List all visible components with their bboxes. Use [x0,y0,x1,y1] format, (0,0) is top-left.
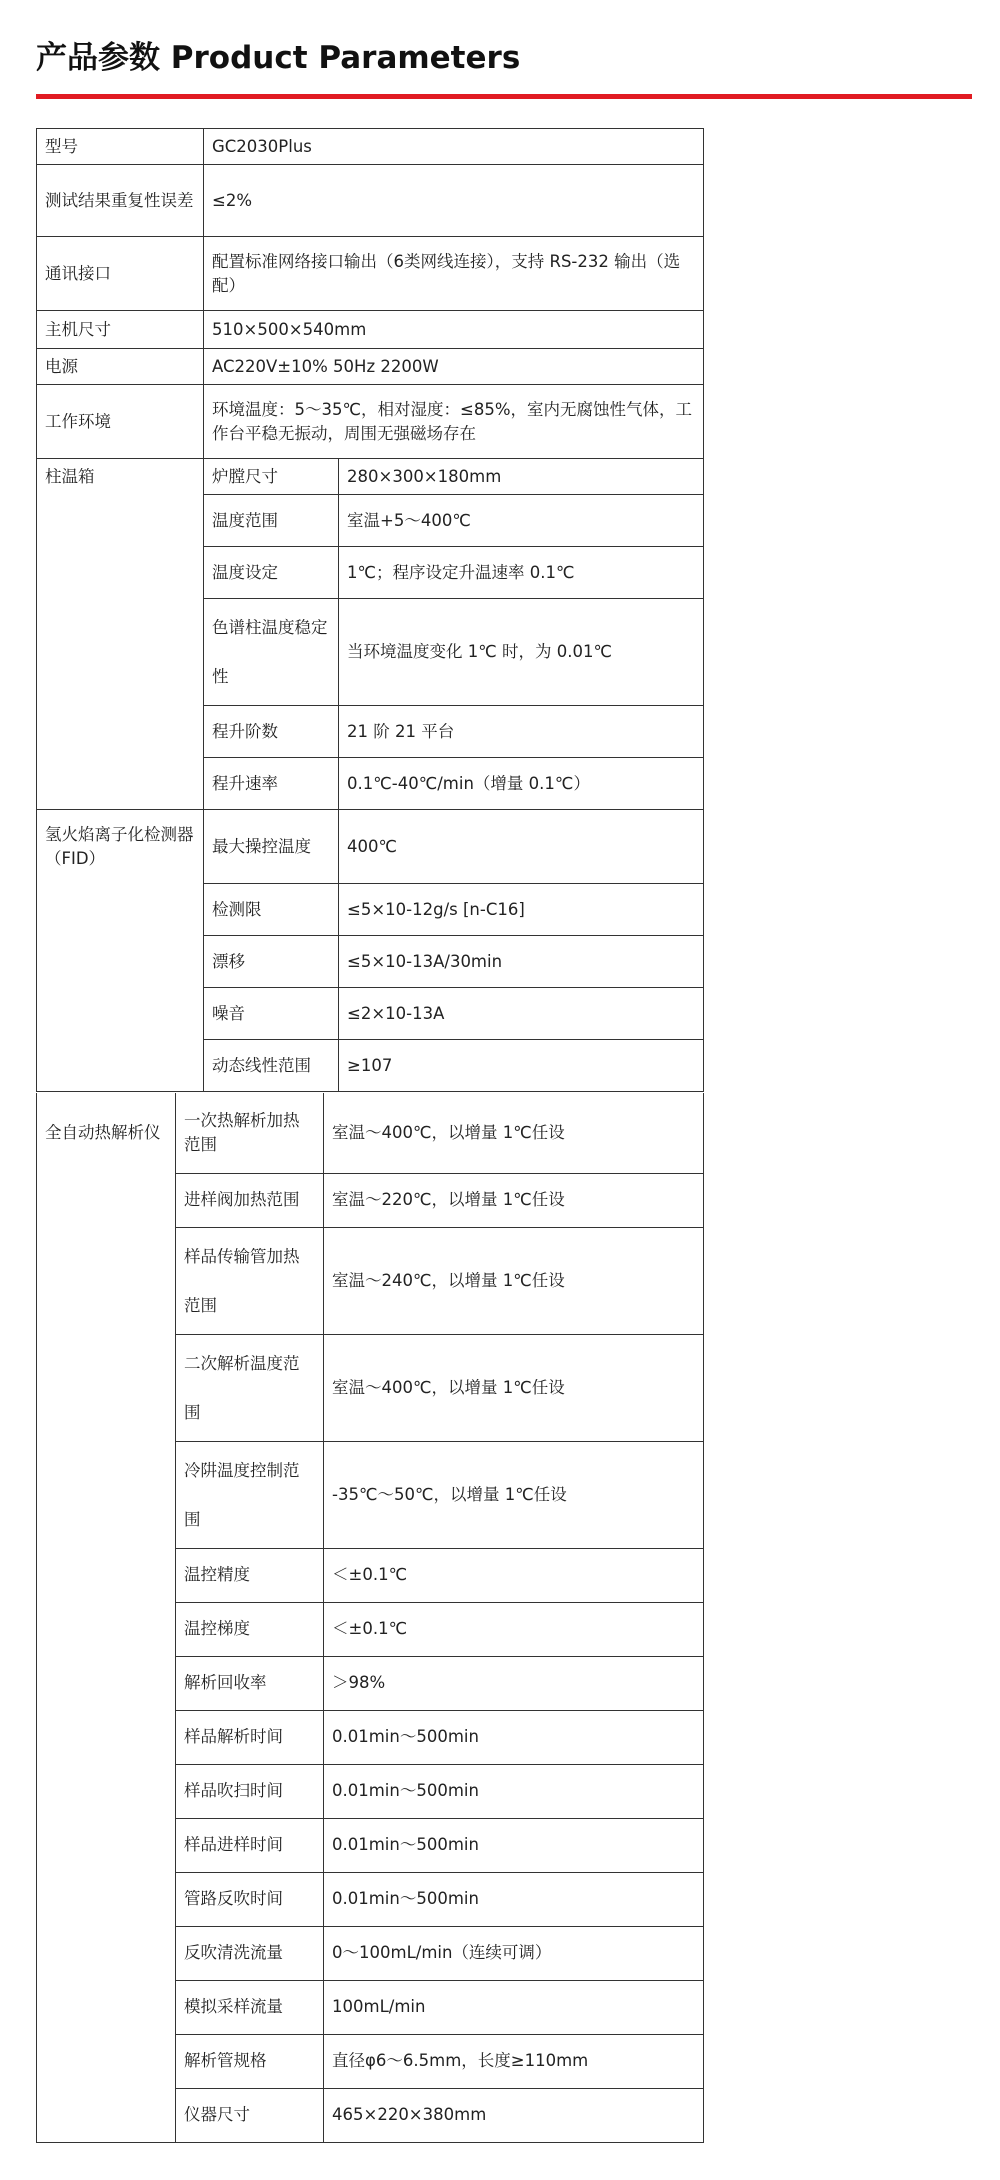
parameters-table [36,128,704,1092]
param-value: GC2030Plus [204,129,704,165]
sub-param-value: 室温～240℃，以增量 1℃任设 [324,1227,704,1334]
param-value: 配置标准网络接口输出（6类网线连接），支持 RS-232 输出（选配） [204,237,704,311]
table-row [37,1926,704,1980]
group-label-spacer [37,884,204,936]
table-row [37,599,704,706]
sub-param-value: 0.01min～500min [324,1818,704,1872]
param-label: 测试结果重复性误差 [37,165,204,237]
sub-param-value: -35℃～50℃，以增量 1℃任设 [324,1441,704,1548]
title-underline [36,94,972,99]
sub-param-value: 室温～220℃，以增量 1℃任设 [324,1173,704,1227]
param-label: 型号 [37,129,204,165]
table-row [37,1093,704,1173]
group-label-spacer [37,1548,176,1602]
sub-param-value: 465×220×380mm [324,2088,704,2142]
sub-param-value: ＜±0.1℃ [324,1548,704,1602]
sub-param-name: 温度设定 [204,547,339,599]
sub-param-name: 温控精度 [176,1548,324,1602]
table-row [37,1980,704,2034]
sub-param-name: 一次热解析加热范围 [176,1093,324,1173]
sub-param-value: 室温+5～400℃ [339,495,704,547]
sub-param-value: ＞98% [324,1656,704,1710]
group-label-spacer [37,495,204,547]
table-row [37,706,704,758]
param-value: ≤2% [204,165,704,237]
table-row [37,988,704,1040]
sub-param-value: ＜±0.1℃ [324,1602,704,1656]
table-row [37,1872,704,1926]
sub-param-name: 进样阀加热范围 [176,1173,324,1227]
sub-param-value: 0.01min～500min [324,1710,704,1764]
param-value: 510×500×540mm [204,311,704,349]
sub-param-name: 管路反吹时间 [176,1872,324,1926]
thermal-desorber-table [36,1093,704,2143]
table-row [37,311,704,349]
table-row [37,1602,704,1656]
group-label-spacer [37,1441,176,1548]
group-label-spacer [37,1710,176,1764]
sub-param-value: 400℃ [339,810,704,884]
sub-param-name: 样品进样时间 [176,1818,324,1872]
group-label-thermal-desorber: 全自动热解析仪 [37,1093,176,1173]
group-label-spacer [37,1173,176,1227]
sub-param-name: 漂移 [204,936,339,988]
group-label-spacer [37,2034,176,2088]
sub-param-name: 模拟采样流量 [176,1980,324,2034]
table-row [37,2088,704,2142]
sub-param-name: 温控梯度 [176,1602,324,1656]
table-row [37,1040,704,1092]
sub-param-name: 噪音 [204,988,339,1040]
table-row [37,129,704,165]
group-label-spacer [37,599,204,706]
table-row [37,1227,704,1334]
group-label-spacer [37,1334,176,1441]
sub-param-name: 样品传输管加热范围 [176,1227,324,1334]
sub-param-name: 样品吹扫时间 [176,1764,324,1818]
table-row [37,936,704,988]
table-row [37,459,704,495]
group-label-spacer [37,936,204,988]
param-label: 通讯接口 [37,237,204,311]
group-label-spacer [37,1602,176,1656]
table-row [37,2034,704,2088]
table-row [37,884,704,936]
sub-param-name: 解析回收率 [176,1656,324,1710]
param-label: 电源 [37,349,204,385]
sub-param-name: 解析管规格 [176,2034,324,2088]
group-label-spacer [37,1227,176,1334]
table-row [37,165,704,237]
sub-param-value: 1℃；程序设定升温速率 0.1℃ [339,547,704,599]
param-label: 工作环境 [37,385,204,459]
table-row [37,1441,704,1548]
sub-param-value: 21 阶 21 平台 [339,706,704,758]
sub-param-value: 0.1℃-40℃/min（增量 0.1℃） [339,758,704,810]
sub-param-name: 程升速率 [204,758,339,810]
sub-param-name: 程升阶数 [204,706,339,758]
sub-param-value: 280×300×180mm [339,459,704,495]
sub-param-value: ≤2×10-13A [339,988,704,1040]
sub-param-name: 色谱柱温度稳定性 [204,599,339,706]
sub-param-value: ≤5×10-13A/30min [339,936,704,988]
group-label-spacer [37,758,204,810]
group-label-spacer [37,1040,204,1092]
param-label: 主机尺寸 [37,311,204,349]
table-row [37,349,704,385]
sub-param-value: 当环境温度变化 1℃ 时，为 0.01℃ [339,599,704,706]
sub-param-value: 0.01min～500min [324,1764,704,1818]
sub-param-value: 0.01min～500min [324,1872,704,1926]
table-row [37,237,704,311]
sub-param-name: 炉膛尺寸 [204,459,339,495]
table-row [37,385,704,459]
table-row [37,1710,704,1764]
table-row [37,547,704,599]
sub-param-value: 0～100mL/min（连续可调） [324,1926,704,1980]
table-row [37,758,704,810]
sub-param-name: 检测限 [204,884,339,936]
table-row [37,1764,704,1818]
param-value: 环境温度：5～35℃，相对湿度：≤85%，室内无腐蚀性气体，工作台平稳无振动，周围无强磁场存在 [204,385,704,459]
group-label-spacer [37,1764,176,1818]
table-row [37,810,704,884]
sub-param-value: 室温～400℃，以增量 1℃任设 [324,1334,704,1441]
table-row [37,1818,704,1872]
sub-param-value: ≥107 [339,1040,704,1092]
table-row [37,1548,704,1602]
group-label-spacer [37,706,204,758]
sub-param-name: 二次解析温度范围 [176,1334,324,1441]
group-label-spacer [37,1980,176,2034]
sub-param-name: 样品解析时间 [176,1710,324,1764]
group-label-spacer [37,2088,176,2142]
group-label-spacer [37,547,204,599]
sub-param-value: 直径φ6～6.5mm，长度≥110mm [324,2034,704,2088]
sub-param-value: 室温～400℃，以增量 1℃任设 [324,1093,704,1173]
group-label-spacer [37,1656,176,1710]
sub-param-value: 100mL/min [324,1980,704,2034]
sub-param-name: 反吹清洗流量 [176,1926,324,1980]
table-row [37,1334,704,1441]
sub-param-name: 最大操控温度 [204,810,339,884]
group-label-spacer [37,1872,176,1926]
group-label-spacer [37,1818,176,1872]
group-label-fid: 氢火焰离子化检测器（FID） [37,810,204,884]
table-row [37,1173,704,1227]
sub-param-name: 动态线性范围 [204,1040,339,1092]
group-label-spacer [37,1926,176,1980]
group-label-spacer [37,988,204,1040]
table-row [37,1656,704,1710]
sub-param-name: 仪器尺寸 [176,2088,324,2142]
sub-param-name: 温度范围 [204,495,339,547]
group-label-column-oven: 柱温箱 [37,459,204,495]
param-value: AC220V±10% 50Hz 2200W [204,349,704,385]
page-title: 产品参数 Product Parameters [36,40,521,76]
sub-param-value: ≤5×10-12g/s [n-C16] [339,884,704,936]
table-row [37,495,704,547]
sub-param-name: 冷阱温度控制范围 [176,1441,324,1548]
